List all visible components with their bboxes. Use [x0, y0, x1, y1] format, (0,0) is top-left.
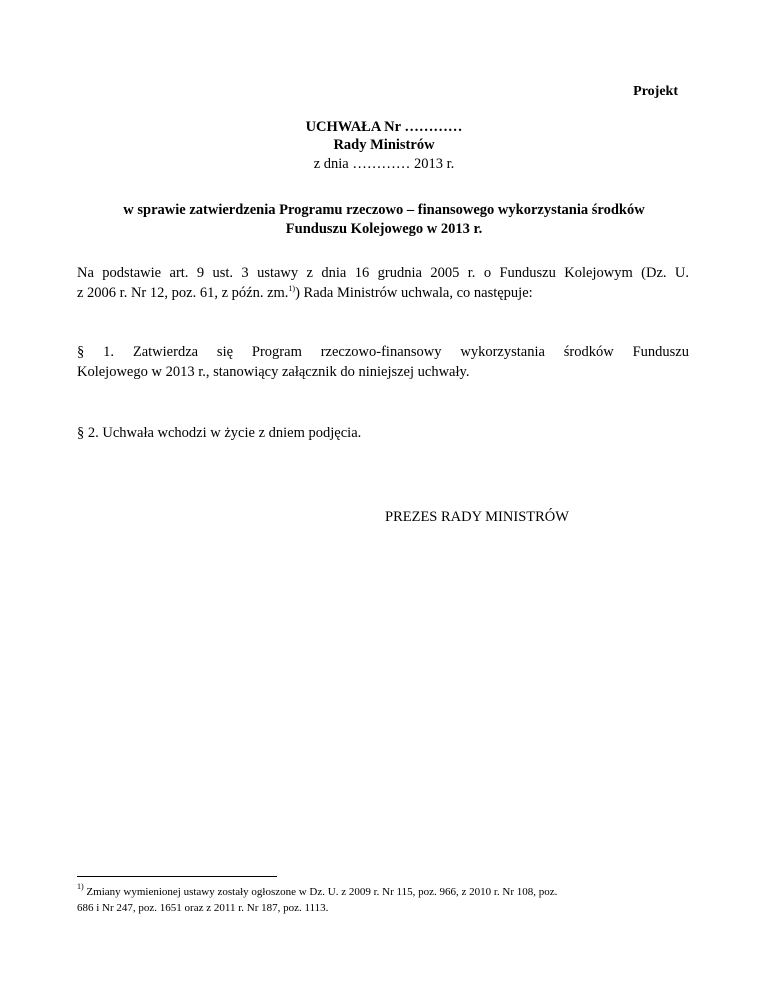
legal-basis-text: z 2006 r. Nr 12, poz. 61, z późn. zm.	[77, 285, 289, 301]
legal-basis-paragraph	[77, 263, 689, 303]
legal-basis-line-2	[77, 283, 689, 303]
subject-line-2: Funduszu Kolejowego w 2013 r.	[285, 221, 483, 237]
footnote-separator	[77, 876, 277, 877]
signature-block: PREZES RADY MINISTRÓW	[385, 509, 569, 525]
footnote-text: Zmiany wymienionej ustawy zostały ogłoszone w Dz. U. z 2009 r. Nr 115, poz. 966, z 2010 r. Nr 108, poz.	[83, 886, 558, 898]
footnote-line-2: 686 i Nr 247, poz. 1651 oraz z 2011 r. Nr 187, poz. 1113.	[77, 902, 329, 914]
resolution-subject	[60, 201, 708, 239]
section-1-line-1: § 1. Zatwierdza się Program rzeczowo-finansowy wykorzystania środków Funduszu	[77, 344, 689, 360]
section-1-line-2: Kolejowego w 2013 r., stanowiący załącznik do niniejszej uchwały.	[77, 364, 470, 380]
legal-basis-text-end: ) Rada Ministrów uchwala, co następuje:	[295, 285, 533, 301]
subject-line-1: w sprawie zatwierdzenia Programu rzeczowo – finansowego wykorzystania środków	[123, 202, 645, 218]
footnote-line-1	[77, 884, 697, 900]
legal-basis-line-1: Na podstawie art. 9 ust. 3 ustawy z dnia 16 grudnia 2005 r. o Funduszu Kolejowym (Dz. U.	[77, 265, 689, 281]
section-2-paragraph: § 2. Uchwała wchodzi w życie z dniem podjęcia.	[77, 425, 362, 441]
footnote-marker: 1)	[77, 882, 84, 891]
section-1-paragraph	[77, 342, 689, 382]
draft-label: Projekt	[633, 84, 678, 99]
resolution-title: UCHWAŁA Nr …………	[305, 119, 463, 135]
resolution-date: z dnia ………… 2013 r.	[313, 156, 455, 172]
issuer-title: Rady Ministrów	[333, 137, 435, 153]
footnote	[77, 884, 697, 916]
footnote-reference: 1)	[288, 284, 296, 293]
